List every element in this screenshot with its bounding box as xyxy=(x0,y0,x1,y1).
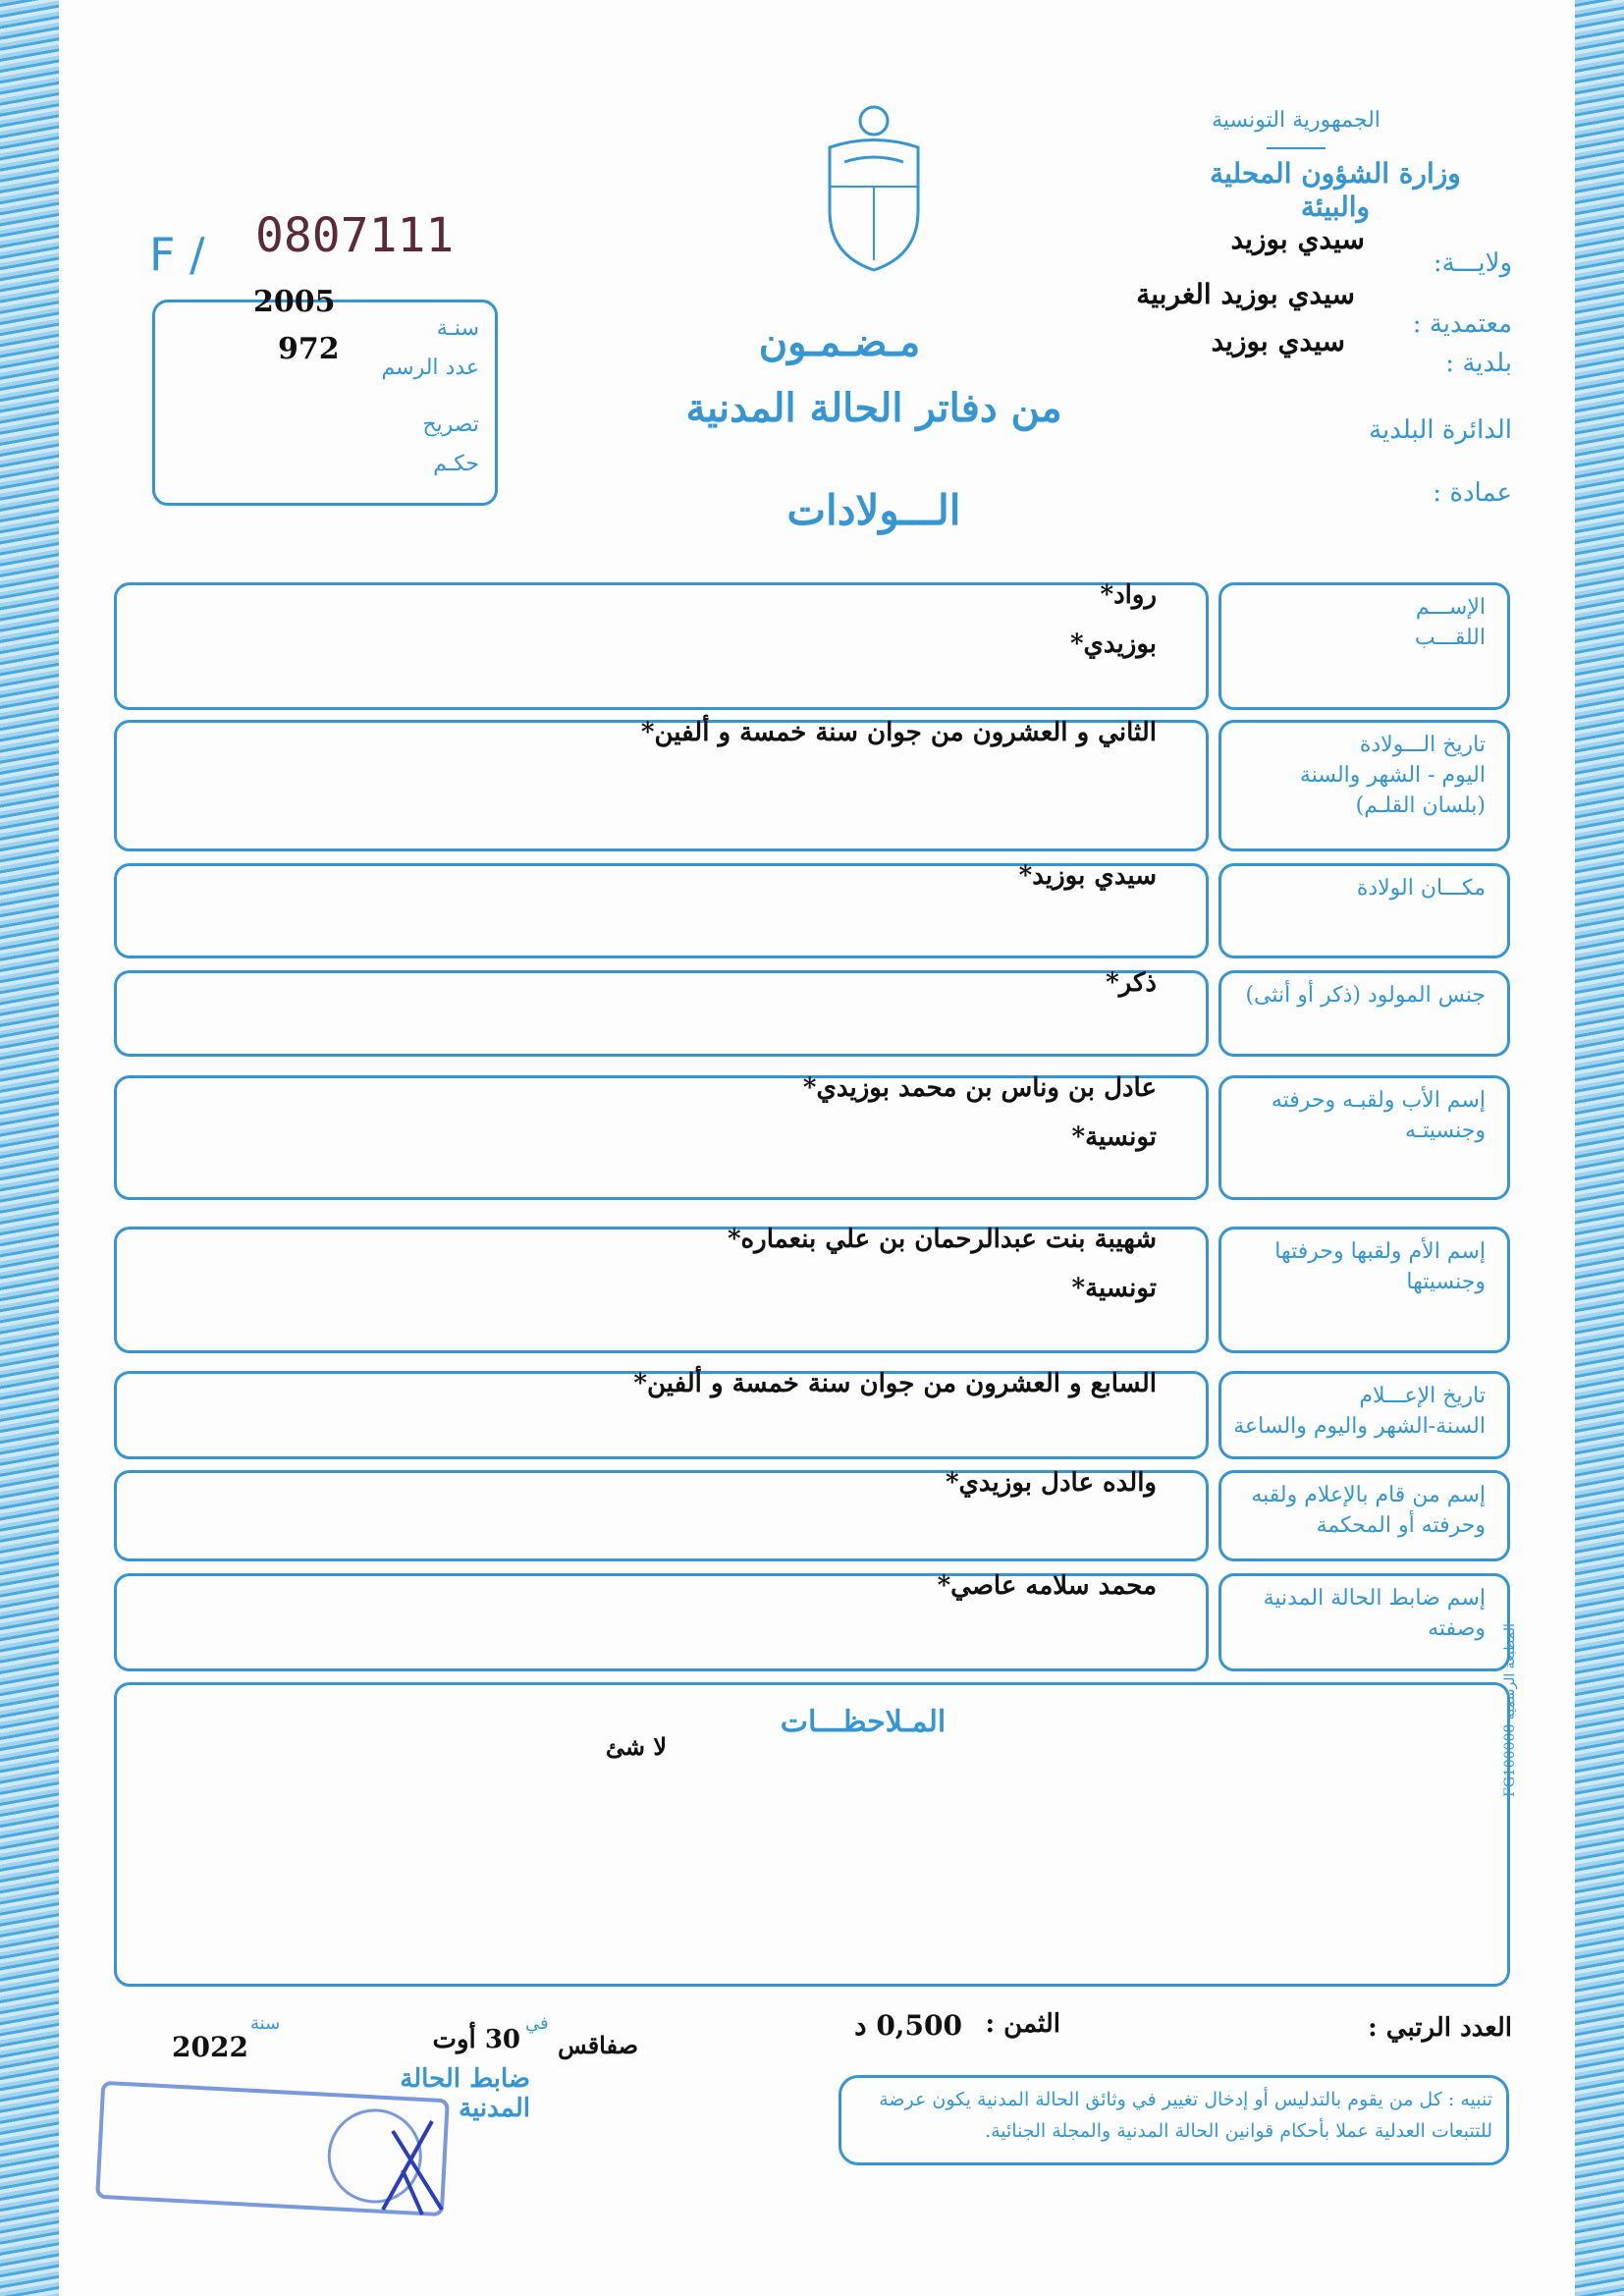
row-value: رواد* xyxy=(1100,580,1157,610)
row-label-box xyxy=(1218,1075,1510,1200)
row-value: محمد سلامه عاصي* xyxy=(937,1571,1157,1601)
title-extract: مـضـمـون xyxy=(758,319,921,365)
row-label-box xyxy=(1218,1227,1510,1353)
row-label-box xyxy=(1218,863,1510,958)
ministry-label: وزارة الشؤون المحلية والبيئة xyxy=(1210,157,1461,223)
title-births: الـــولادات xyxy=(786,486,961,534)
imada-label: عمادة : xyxy=(1433,478,1512,508)
row-value-box xyxy=(114,1573,1209,1671)
row-value: السابع و العشرون من جوان سنة خمسة و ألفين* xyxy=(633,1369,1157,1398)
row-label: الإســـم اللقـــب xyxy=(1414,595,1486,650)
record-number-value: 972 xyxy=(278,332,340,366)
row-label-box xyxy=(1218,582,1510,710)
row-label: إسم الأم ولقبها وحرفتها وجنسيتها xyxy=(1274,1239,1486,1294)
row-label: إسم من قام بالإعلام ولقبه وحرفته أو المحكمة xyxy=(1251,1483,1486,1538)
row-label-box xyxy=(1218,1470,1510,1561)
row-label: إسم الأب ولقبـه وحرفته وجنسيتـه xyxy=(1271,1088,1486,1143)
row-label: تاريخ الإعـــلام السنة-الشهر واليوم والساعة xyxy=(1233,1384,1486,1439)
municipality-label: بلدية : xyxy=(1445,349,1512,378)
serial-prefix: F / xyxy=(149,228,205,281)
row-value: والده عادل بوزيدي* xyxy=(945,1468,1157,1498)
title-registers: من دفاتر الحالة المدنية xyxy=(685,385,1062,431)
remarks-box xyxy=(114,1682,1510,1987)
row-value: الثاني و العشرون من جوان سنة خمسة و ألفين* xyxy=(640,718,1157,747)
row-label: مكـــان الولادة xyxy=(1356,876,1486,901)
row-value-box xyxy=(114,970,1209,1057)
row-label: إسم ضابط الحالة المدنية وصفته xyxy=(1263,1586,1486,1641)
issue-day-month: 30 أوت xyxy=(432,2025,520,2054)
serial-order-label: العدد الرتبي : xyxy=(1368,2013,1512,2043)
security-border-left xyxy=(0,0,59,2296)
remarks-value: لا شئ xyxy=(605,1732,667,1761)
row-value: ذكر* xyxy=(1106,968,1157,998)
place-value: صفاقس xyxy=(558,2031,638,2059)
row-value-box xyxy=(114,1371,1209,1459)
row-value-box xyxy=(114,1075,1209,1200)
remarks-title: المـلاحظـــات xyxy=(780,1705,947,1739)
printer-mark: المطبعة الرسمية FG100008 xyxy=(1502,1623,1518,1797)
price-label: الثمن : xyxy=(985,2009,1060,2039)
row-value-box xyxy=(114,582,1209,710)
year-label: سنـة xyxy=(436,316,479,341)
delegation-label: معتمدية : xyxy=(1412,309,1512,339)
record-number-label: عدد الرسم xyxy=(381,355,479,380)
row-value: شهيبة بنت عبدالرحمان بن علي بنعماره* xyxy=(727,1225,1157,1254)
record-box xyxy=(152,285,498,506)
row-value: عادل بن وناس بن محمد بوزيدي* xyxy=(802,1073,1157,1103)
row-value: تونسية* xyxy=(1071,1274,1157,1303)
row-label: جنس المولود (ذكر أو أنثى) xyxy=(1245,983,1486,1008)
row-value: سيدي بوزيد* xyxy=(1018,861,1157,891)
judgment-label: حكـم xyxy=(433,452,479,476)
row-label-box xyxy=(1218,1573,1510,1671)
price-value: 0,500 د xyxy=(854,2009,962,2042)
row-value: بوزيدي* xyxy=(1069,629,1157,659)
row-value-box xyxy=(114,863,1209,958)
declaration-label: تصريح xyxy=(422,412,479,437)
row-value: تونسية* xyxy=(1071,1122,1157,1152)
serial-number: 0807111 xyxy=(255,208,455,263)
delegation-value: سيدي بوزيد الغربية xyxy=(1136,278,1355,310)
district-label: الدائرة البلدية xyxy=(1369,415,1512,445)
row-value-box xyxy=(114,1470,1209,1561)
row-value-box xyxy=(114,1227,1209,1353)
year-label-footer: سنة xyxy=(250,2013,281,2034)
republic-label: الجمهورية التونسية xyxy=(1212,108,1380,133)
row-label: تاريخ الـــولادة اليوم - الشهر والسنة (بلسان القلـم) xyxy=(1299,733,1486,818)
municipality-value: سيدي بوزيد xyxy=(1211,325,1345,357)
row-value-box xyxy=(114,720,1209,851)
row-label-box xyxy=(1218,1371,1510,1459)
record-year-value: 2005 xyxy=(253,285,336,319)
row-label-box xyxy=(1218,720,1510,851)
issue-year: 2022 xyxy=(172,2031,248,2063)
governorate-label: ولايـــة: xyxy=(1433,248,1512,278)
signature xyxy=(373,2111,452,2219)
coat-of-arms-icon xyxy=(820,103,928,275)
legal-notice: تنبيه : كل من يقوم بالتدليس أو إدخال تغيير في وثائق الحالة المدنية يكون عرضة للتتبعات العدلية عملا بأحكام قوانين الحالة المدنية والمجلة الجنائية. xyxy=(839,2075,1509,2165)
row-label-box xyxy=(1218,970,1510,1057)
in-label: في xyxy=(525,2013,549,2034)
officer-title: ضابط الحالة المدنية xyxy=(400,2064,530,2123)
governorate-value: سيدي بوزيد xyxy=(1230,223,1365,255)
security-border-right xyxy=(1575,0,1624,2296)
divider xyxy=(1267,147,1326,149)
